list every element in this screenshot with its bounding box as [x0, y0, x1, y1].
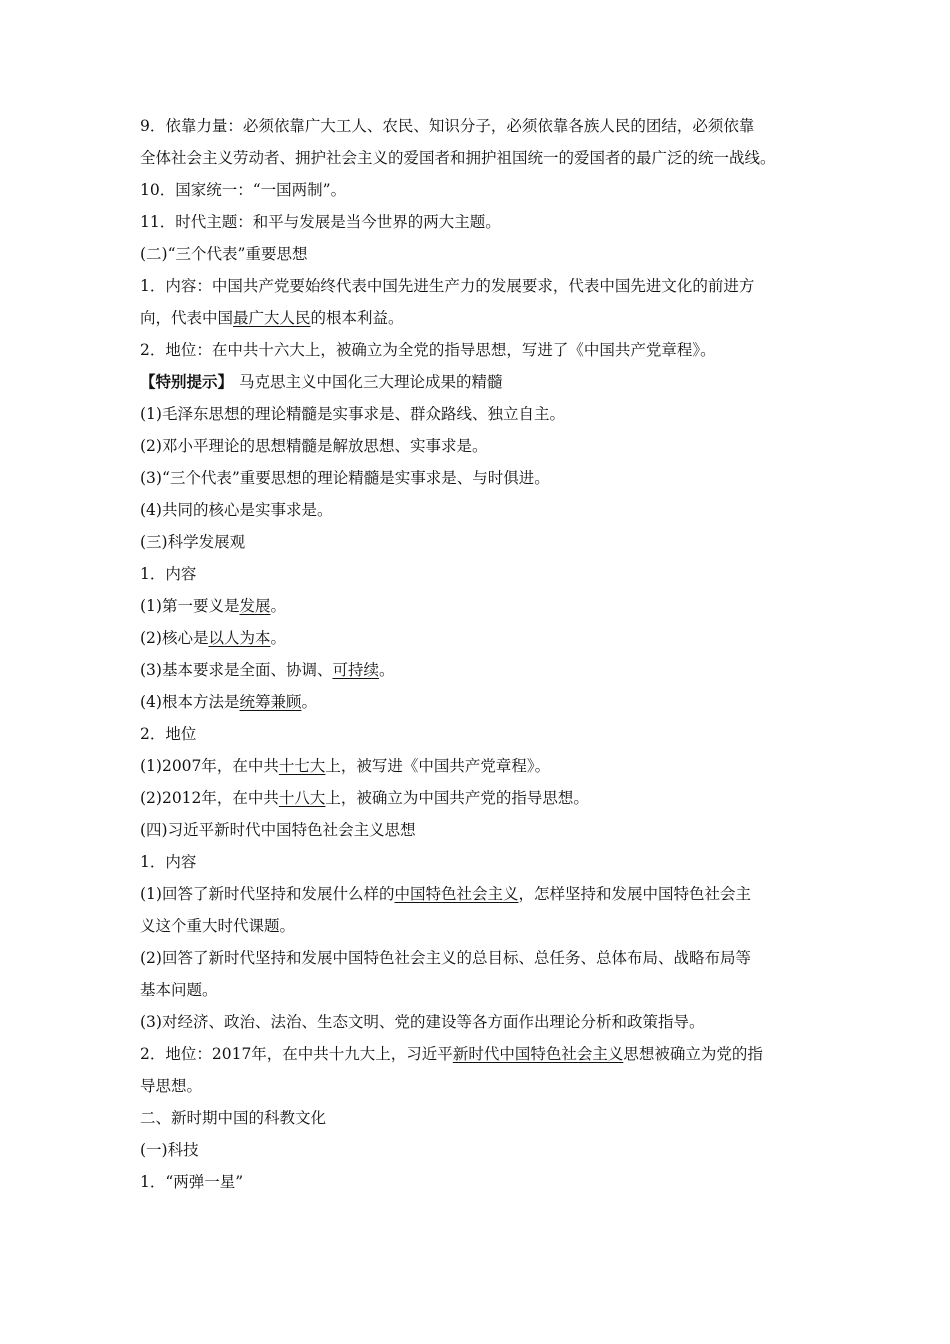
text-run: (1)回答了新时代坚持和发展什么样的 [140, 885, 395, 903]
text-run: 。 [378, 661, 395, 679]
text-run: 。 [270, 597, 286, 615]
text-run: (2)邓小平理论的思想精髓是解放思想、实事求是。 [140, 437, 488, 455]
text-run: 向，代表中国 [140, 309, 234, 327]
text-run: (1)2007年，在中共 [140, 757, 279, 775]
underlined-term: 最广大人民 [233, 309, 311, 327]
text-run: 1．内容 [140, 565, 197, 583]
text-run: 2．地位：在中共十六大上，被确立为全党的指导思想，写进了《中国共产党章程》。 [140, 341, 716, 359]
text-line [140, 1006, 820, 1038]
text-run: 11．时代主题：和平与发展是当今世界的两大主题。 [140, 213, 501, 231]
text-run: 基本问题。 [140, 981, 218, 999]
underlined-term: 统筹兼顾 [239, 693, 302, 711]
text-run: 上，被写进《中国共产党章程》。 [325, 757, 551, 775]
text-run: 导思想。 [140, 1077, 203, 1095]
text-line [140, 974, 820, 1006]
text-line [140, 942, 820, 974]
section-heading [140, 238, 820, 270]
text-run: 。 [270, 629, 286, 647]
text-run: 1．内容：中国共产党要始终代表中国先进生产力的发展要求，代表中国先进文化的前进方 [140, 277, 755, 295]
text-run: 马克思主义中国化三大理论成果的精髓 [239, 373, 503, 391]
text-run: 思想被确立为党的指 [623, 1045, 763, 1063]
text-line [140, 910, 820, 942]
text-run: (3)对经济、政治、法治、生态文明、党的建设等各方面作出理论分析和政策指导。 [140, 1013, 705, 1031]
text-run: (三)科学发展观 [140, 533, 246, 551]
section-heading [140, 814, 820, 846]
text-line [140, 334, 820, 366]
text-line [140, 206, 820, 238]
text-line [140, 430, 820, 462]
special-tip-heading [140, 366, 820, 398]
text-run: (4)共同的核心是实事求是。 [140, 501, 333, 519]
underlined-term: 十七大 [278, 757, 326, 775]
text-line [140, 1166, 820, 1198]
text-line [140, 1038, 820, 1070]
text-line [140, 878, 820, 910]
section-heading [140, 526, 820, 558]
text-line [140, 846, 820, 878]
text-line [140, 590, 820, 622]
text-run: 1．“两弹一星” [140, 1173, 244, 1191]
text-run: 9．依靠力量：必须依靠广大工人、农民、知识分子，必须依靠各族人民的团结，必须依靠 [140, 117, 755, 135]
text-run: 2．地位：2017年，在中共十九大上，习近平 [140, 1045, 453, 1063]
text-run: (2)回答了新时代坚持和发展中国特色社会主义的总目标、总任务、总体布局、战略布局等 [140, 949, 751, 967]
text-run: 的根本利益。 [310, 309, 404, 327]
text-line [140, 174, 820, 206]
text-line [140, 1070, 820, 1102]
text-line [140, 686, 820, 718]
text-line [140, 142, 820, 174]
text-line [140, 654, 820, 686]
text-run: 1．内容 [140, 853, 197, 871]
text-run: (4)根本方法是 [140, 693, 240, 711]
text-line [140, 782, 820, 814]
text-line [140, 718, 820, 750]
text-run: (一)科技 [140, 1141, 199, 1159]
underlined-term: 发展 [239, 597, 271, 615]
text-line [140, 462, 820, 494]
document-page [140, 110, 820, 1198]
text-run: (2)2012年，在中共 [140, 789, 279, 807]
section-heading [140, 1102, 820, 1134]
underlined-term: 新时代中国特色社会主义 [452, 1045, 624, 1063]
text-run: 义这个重大时代课题。 [140, 917, 296, 935]
text-line [140, 622, 820, 654]
special-tip-label: 【特别提示】 [140, 373, 234, 391]
text-line [140, 398, 820, 430]
text-run: ，怎样坚持和发展中国特色社会主 [518, 885, 751, 903]
text-line [140, 494, 820, 526]
underlined-term: 中国特色社会主义 [394, 885, 519, 903]
text-run: 2．地位 [140, 725, 197, 743]
text-run: (3)“三个代表”重要思想的理论精髓是实事求是、与时俱进。 [140, 469, 550, 487]
text-run: (3)基本要求是全面、协调、 [140, 661, 333, 679]
text-run: (二)“三个代表”重要思想 [140, 245, 308, 263]
text-run: (四)习近平新时代中国特色社会主义思想 [140, 821, 416, 839]
text-line [140, 270, 820, 302]
text-line [140, 302, 820, 334]
text-run: 上，被确立为中国共产党的指导思想。 [325, 789, 589, 807]
text-line [140, 558, 820, 590]
text-run: (2)核心是 [140, 629, 209, 647]
underlined-term: 以人为本 [208, 629, 271, 647]
text-line [140, 750, 820, 782]
text-run: (1)第一要义是 [140, 597, 240, 615]
text-run: 10．国家统一：“一国两制”。 [140, 181, 347, 199]
underlined-term: 十八大 [278, 789, 326, 807]
text-run: 。 [301, 693, 317, 711]
underlined-term: 可持续 [332, 661, 379, 679]
section-heading [140, 1134, 820, 1166]
text-run: (1)毛泽东思想的理论精髓是实事求是、群众路线、独立自主。 [140, 405, 565, 423]
text-run: 二、新时期中国的科教文化 [140, 1109, 327, 1127]
text-run: 全体社会主义劳动者、拥护社会主义的爱国者和拥护祖国统一的爱国者的最广泛的统一战线。 [140, 149, 776, 167]
text-line [140, 110, 820, 142]
